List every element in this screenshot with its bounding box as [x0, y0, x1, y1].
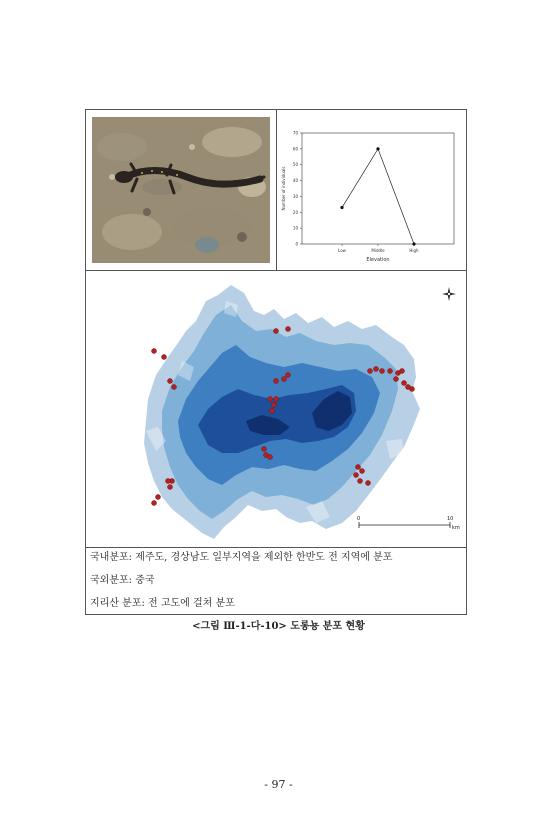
x-tick-label-0: Low [338, 248, 346, 253]
data-point-1 [376, 147, 379, 150]
photo-cell [86, 110, 277, 270]
distribution-map [86, 271, 466, 547]
distribution-text [86, 548, 466, 614]
map-cell [86, 271, 466, 548]
elevation-line-chart [277, 110, 466, 270]
foreign-distribution: 국외분포: 중국 [90, 575, 155, 586]
scale-end: 10 [447, 516, 454, 522]
figure-top-row [86, 110, 466, 271]
series-line [342, 149, 414, 244]
x-tick-label-2: High [409, 248, 419, 253]
figure-caption: <그림 Ⅲ-1-다-10> 도롱뇽 분포 현황 [192, 621, 365, 632]
y-tick-label-0: 0 [295, 241, 298, 247]
x-axis-label: Elevation [366, 257, 390, 263]
figure-box [85, 109, 467, 615]
jirisan-elevation-map [144, 285, 420, 539]
jirisan-distribution: 지리산 분포: 전 고도에 걸쳐 분포 [90, 598, 235, 609]
compass-star-icon [442, 287, 456, 301]
y-tick-label-2: 20 [292, 209, 298, 215]
scale-start: 0 [357, 516, 361, 522]
scale-unit: km [452, 525, 460, 531]
page-number: - 97 - [264, 778, 293, 791]
y-tick-label-1: 10 [292, 225, 298, 231]
chart-cell [277, 110, 466, 270]
y-tick-label-6: 60 [292, 146, 298, 152]
y-tick-label-4: 40 [292, 178, 298, 184]
data-point-0 [340, 206, 343, 209]
salamander-photo [92, 117, 270, 263]
y-tick-label-3: 30 [292, 193, 298, 199]
domestic-distribution: 국내분포: 제주도, 경상남도 일부지역을 제외한 한반도 전 지역에 분포 [90, 552, 393, 563]
x-tick-label-1: Middle [371, 248, 385, 253]
y-tick-label-7: 70 [292, 130, 298, 136]
scale-bar [357, 516, 460, 531]
data-point-2 [412, 242, 415, 245]
y-axis-label: Number of individuals [281, 166, 286, 211]
y-tick-label-5: 50 [292, 162, 298, 168]
